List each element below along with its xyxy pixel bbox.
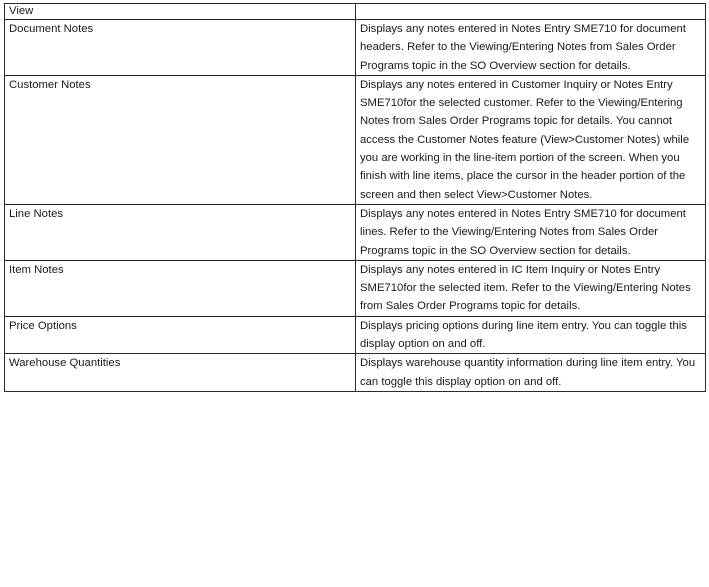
table-row-item-notes — [5, 260, 706, 316]
row-description: Displays any notes entered in Customer Inquiry or Notes Entry SME710for the selected customer. Refer to the Viewing/Entering Notes from Sales Order Programs topic for details. You cannot access the Customer Notes feature (View>Customer Notes) while you are working in the line-item portion of the screen. When you finish with line items, place the cursor in the header portion of the screen and then select View>Customer Notes. — [356, 75, 706, 204]
table-row-document-notes — [5, 20, 706, 76]
row-label: Document Notes — [5, 20, 356, 76]
row-label: Line Notes — [5, 204, 356, 260]
row-description: Displays any notes entered in Notes Entry SME710 for document headers. Refer to the Viewing/Entering Notes from Sales Order Programs topic in the SO Overview section for details. — [356, 20, 706, 76]
row-label: Customer Notes — [5, 75, 356, 204]
table-header-row — [5, 4, 706, 20]
row-description: Displays pricing options during line item entry. You can toggle this display option on and off. — [356, 316, 706, 354]
table-row-price-options — [5, 316, 706, 354]
row-description: Displays any notes entered in IC Item Inquiry or Notes Entry SME710for the selected item. Refer to the Viewing/Entering Notes from Sales Order Programs topic for details. — [356, 260, 706, 316]
row-description: Displays any notes entered in Notes Entry SME710 for document lines. Refer to the Viewing/Entering Notes from Sales Order Programs topic in the SO Overview section for details. — [356, 204, 706, 260]
header-description-cell — [356, 4, 706, 20]
row-label: Warehouse Quantities — [5, 354, 356, 392]
header-label-cell: View — [5, 4, 356, 20]
table-row-warehouse-quantities — [5, 354, 706, 392]
row-label: Item Notes — [5, 260, 356, 316]
view-options-table — [4, 3, 706, 392]
table-row-line-notes — [5, 204, 706, 260]
row-label: Price Options — [5, 316, 356, 354]
row-description: Displays warehouse quantity information during line item entry. You can toggle this display option on and off. — [356, 354, 706, 392]
table-row-customer-notes — [5, 75, 706, 204]
